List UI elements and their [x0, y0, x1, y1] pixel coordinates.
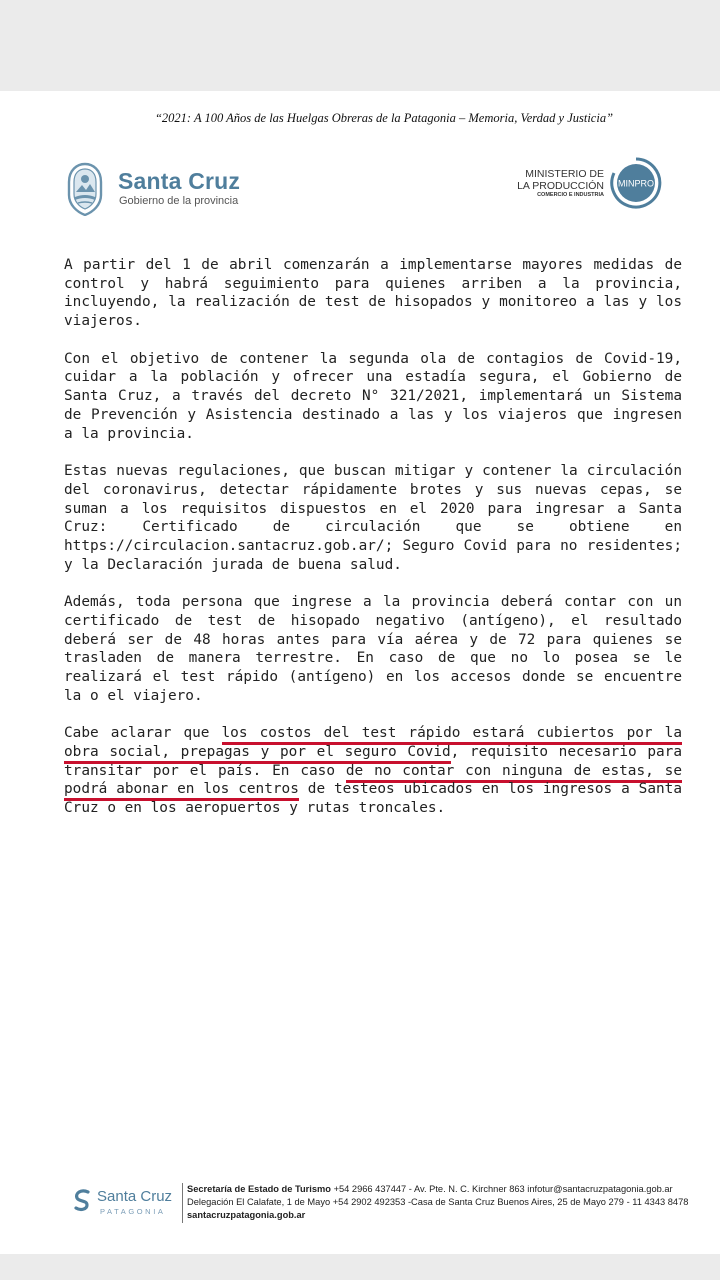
footer-contact-info — [187, 1183, 688, 1222]
footer-logo-subtitle: PATAGONIA — [100, 1207, 166, 1216]
paragraph-5-part-c: , requisito necesario para transitar por el país. En caso — [64, 744, 682, 779]
footer-logo-name: Santa Cruz — [97, 1188, 173, 1205]
document-body — [64, 256, 682, 837]
paragraph-5-part-a: Cabe aclarar que — [64, 725, 222, 742]
santa-cruz-patagonia-logo — [70, 1185, 180, 1219]
document-page — [0, 91, 720, 1254]
ministry-line-1: MINISTERIO DE — [525, 168, 604, 180]
santa-cruz-government-logo — [66, 162, 296, 218]
patagonia-swirl-icon — [72, 1188, 94, 1212]
ministry-line-2: LA PRODUCCIÓN — [517, 179, 604, 192]
footer-line-1 — [187, 1183, 688, 1196]
paragraph-5-part-e: de testeos ubicados en los ingresos a Santa Cruz o en los aeropuertos y rutas troncales. — [64, 781, 682, 817]
paragraph-4: Además, toda persona que ingrese a la provincia deberá contar con un certificado de test de hisopado negativo (antígeno), el resultado deberá ser de 48 horas antes para vía aérea y de 72 para quienes se trasladen de manera terrestre. En caso de que no lo posea se le realizará el test rápido (antígeno) en los accesos donde se encuentre la o el viajero. — [64, 594, 682, 704]
footer-website: santacruzpatagonia.gob.ar — [187, 1210, 306, 1221]
paragraph-3: Estas nuevas regulaciones, que buscan mitigar y contener la circulación del coronavirus, detectar rápidamente brotes y sus nuevas cepas, se suman a los requisitos dispuestos en el 2020 para ingresar a Santa Cruz: Certificado de circulación que se obtiene en https://circulacion.santacruz.gob.ar/; Seguro Covid para no residentes; y la Declaración jurada de buena salud. — [64, 463, 682, 573]
santa-cruz-logo-name: Santa Cruz — [118, 168, 241, 194]
paragraph-1: A partir del 1 de abril comenzarán a implementarse mayores medidas de control y habrá seguimiento para quienes arriben a la provincia, incluyendo, la realización de test de hisopados y monitoreo a las y los viajeros. — [64, 257, 682, 330]
santa-cruz-logo-subtitle: Gobierno de la provincia — [119, 195, 239, 207]
paragraph-2: Con el objetivo de contener la segunda ola de contagios de Covid-19, cuidar a la población y ofrecer una estadía segura, el Gobierno de Santa Cruz, a través del decreto N° 321/2021, implementará un Sistema de Prevención y Asistencia destinado a las y los viajeros que ingresen a la provincia. — [64, 350, 682, 442]
footer-line-2: Delegación El Calafate, 1 de Mayo +54 2902 492353 -Casa de Santa Cruz Buenos Aires, 25 de Mayo 279 - 11 4343 8478 — [187, 1197, 689, 1208]
underlined-test-costs-covered: los costos del test rápido estará cubiertos por la obra social, prepagas y por el seguro Covid — [64, 725, 682, 764]
provincial-shield-icon — [66, 162, 104, 216]
minpro-badge-icon — [610, 157, 662, 209]
footer-line-1-details: +54 2966 437447 - Av. Pte. N. C. Kirchner 863 infotur@santacruzpatagonia.gob.ar — [330, 1184, 673, 1194]
document-footer — [70, 1177, 720, 1227]
footer-secretaria: Secretaría de Estado de Turismo — [187, 1184, 331, 1194]
ministry-production-logo — [510, 157, 662, 213]
paragraph-5 — [64, 724, 682, 818]
minpro-badge-text: MINPRO — [618, 178, 654, 189]
header-motto: “2021: A 100 Años de las Huelgas Obreras de la Patagonia – Memoria, Verdad y Justicia” — [154, 111, 614, 125]
underlined-pay-at-centers: de no contar con ninguna de estas, se podrá abonar en los centros — [64, 763, 682, 802]
ministry-line-3: COMERCIO E INDUSTRIA — [537, 192, 604, 198]
footer-divider — [182, 1183, 183, 1223]
